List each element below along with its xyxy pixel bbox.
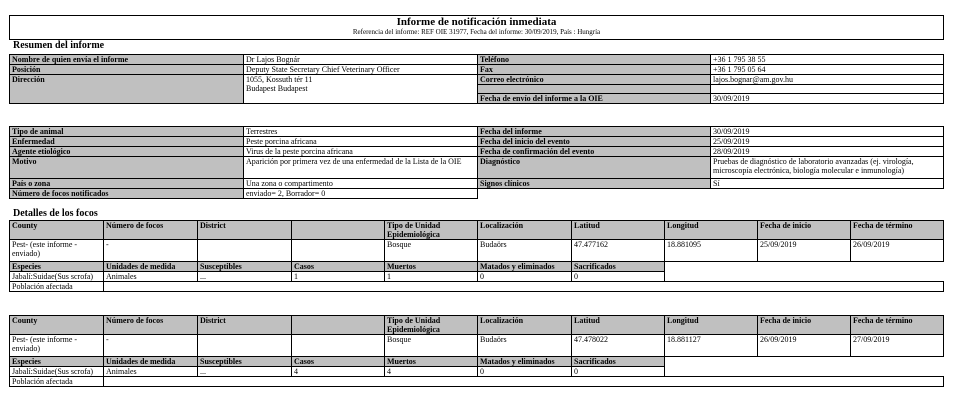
cases-value: 4 [292,367,385,377]
population-label: Población afectada [10,377,104,387]
district-blank [292,316,385,335]
killed-value: 0 [478,367,572,377]
deaths-header: Muertos [385,262,478,272]
diagnostic-value: Pruebas de diagnóstico de laboratorio avanzadas (ej. virología, microscopía electrónica, biología molecular e inmunología) [711,157,944,179]
district-header: District [198,221,292,240]
location-value: Budaörs [478,335,572,357]
population-value [104,282,944,292]
phone-label: Teléfono [478,55,711,65]
slaughtered-header: Sacrificados [572,357,665,367]
event-table [9,126,944,199]
address-value [244,75,478,104]
units-value: Animales [104,367,198,377]
lon-header: Longitud [665,221,758,240]
lon-value: 18.881095 [665,240,758,262]
outbreaks-count-label: Número de focos notificados [10,189,244,199]
county-value: Pest- (este informe - enviado) [10,335,104,357]
animal-type-label: Tipo de animal [10,127,244,137]
start-value: 25/09/2019 [758,240,851,262]
cases-header: Casos [292,357,385,367]
empty-cell [665,262,944,272]
deaths-value: 4 [385,367,478,377]
report-reference: Referencia del informe: REF OIE 31977, Fecha del informe: 30/09/2019, País : Hungría [352,28,601,36]
start-date-label: Fecha del inicio del evento [478,137,711,147]
lat-header: Latitud [572,316,665,335]
outbreak-table-2 [9,315,944,387]
reason-label: Motivo [10,157,244,179]
fax-label: Fax [478,65,711,75]
agent-value: Virus de la peste porcina africana [244,147,478,157]
send-date-value: 30/09/2019 [711,94,944,104]
num-header: Número de focos [104,316,198,335]
location-header: Localización [478,316,572,335]
start-header: Fecha de inicio [758,316,851,335]
start-value: 26/09/2019 [758,335,851,357]
lon-header: Longitud [665,316,758,335]
susceptible-value: ... [198,367,292,377]
cases-header: Casos [292,262,385,272]
location-value: Budaörs [478,240,572,262]
start-date-value: 25/09/2019 [711,137,944,147]
reason-value: Aparición por primera vez de una enfermedad de la Lista de la OIE [244,157,478,179]
empty-cell [478,189,711,199]
end-value: 27/09/2019 [851,335,944,357]
slaughtered-value: 0 [572,367,665,377]
sender-label: Nombre de quien envía el informe [10,55,244,65]
blank-label [478,85,711,94]
county-header: County [10,221,104,240]
address-line-2: Budapest Budapest [246,84,308,93]
district-value-2 [292,335,385,357]
outbreak-table-1 [9,220,944,292]
num-value: - [104,240,198,262]
email-label: Correo electrónico [478,75,711,85]
report-date-value: 30/09/2019 [711,127,944,137]
species-header: Especies [10,262,104,272]
killed-value: 0 [478,272,572,282]
sender-value: Dr Lajos Bognár [244,55,478,65]
unit-type-header: Tipo de Unidad Epidemiológica [385,316,478,335]
deaths-value: 1 [385,272,478,282]
report-title-box [9,15,944,40]
lat-value: 47.477162 [572,240,665,262]
empty-cell [665,357,944,367]
cases-value: 1 [292,272,385,282]
lat-value: 47.478022 [572,335,665,357]
species-value: Jabalí:Suidae(Sus scrofa) [10,367,104,377]
report-title: Informe de notificación inmediata [396,16,557,28]
outbreaks-heading: Detalles de los focos [13,208,98,219]
empty-cell [711,189,944,199]
email-value: lajos.bognar@am.gov.hu [711,75,944,85]
units-header: Unidades de medida [104,262,198,272]
diagnostic-label: Diagnóstico [478,157,711,179]
district-value [198,335,292,357]
lat-header: Latitud [572,221,665,240]
county-header: County [10,316,104,335]
district-value-2 [292,240,385,262]
county-value: Pest- (este informe - enviado) [10,240,104,262]
slaughtered-header: Sacrificados [572,262,665,272]
signs-label: Signos clínicos [478,179,711,189]
empty-cell [665,367,944,377]
district-blank [292,221,385,240]
killed-header: Matados y eliminados [478,262,572,272]
susceptible-value: ... [198,272,292,282]
empty-cell [665,272,944,282]
killed-header: Matados y eliminados [478,357,572,367]
report-date-label: Fecha del informe [478,127,711,137]
susceptible-header: Susceptibles [198,357,292,367]
end-value: 26/09/2019 [851,240,944,262]
address-label: Dirección [10,75,244,104]
unit-type-value: Bosque [385,335,478,357]
confirm-date-label: Fecha de confirmación del evento [478,147,711,157]
blank-value [711,85,944,94]
agent-label: Agente etiológico [10,147,244,157]
outbreaks-count-value: enviado= 2, Borrador= 0 [244,189,478,199]
position-label: Posición [10,65,244,75]
species-value: Jabalí:Suidae(Sus scrofa) [10,272,104,282]
units-value: Animales [104,272,198,282]
address-line-1: 1055, Kossuth tér 11 [246,75,313,84]
end-header: Fecha de término [851,221,944,240]
num-header: Número de focos [104,221,198,240]
unit-type-header: Tipo de Unidad Epidemiológica [385,221,478,240]
zone-value: Una zona o compartimento [244,179,478,189]
susceptible-header: Susceptibles [198,262,292,272]
animal-type-value: Terrestres [244,127,478,137]
disease-value: Peste porcina africana [244,137,478,147]
lon-value: 18.881127 [665,335,758,357]
num-value: - [104,335,198,357]
slaughtered-value: 0 [572,272,665,282]
send-date-label: Fecha de envío del informe a la OIE [478,94,711,104]
phone-value: +36 1 795 38 55 [711,55,944,65]
district-header: District [198,316,292,335]
start-header: Fecha de inicio [758,221,851,240]
unit-type-value: Bosque [385,240,478,262]
fax-value: +36 1 795 05 64 [711,65,944,75]
zone-label: País o zona [10,179,244,189]
location-header: Localización [478,221,572,240]
signs-value: Sí [711,179,944,189]
summary-table [9,54,944,104]
population-label: Población afectada [10,282,104,292]
population-value [104,377,944,387]
disease-label: Enfermedad [10,137,244,147]
deaths-header: Muertos [385,357,478,367]
species-header: Especies [10,357,104,367]
end-header: Fecha de término [851,316,944,335]
summary-heading: Resumen del informe [13,40,105,51]
district-value [198,240,292,262]
units-header: Unidades de medida [104,357,198,367]
confirm-date-value: 28/09/2019 [711,147,944,157]
position-value: Deputy State Secretary Chief Veterinary Officer [244,65,478,75]
